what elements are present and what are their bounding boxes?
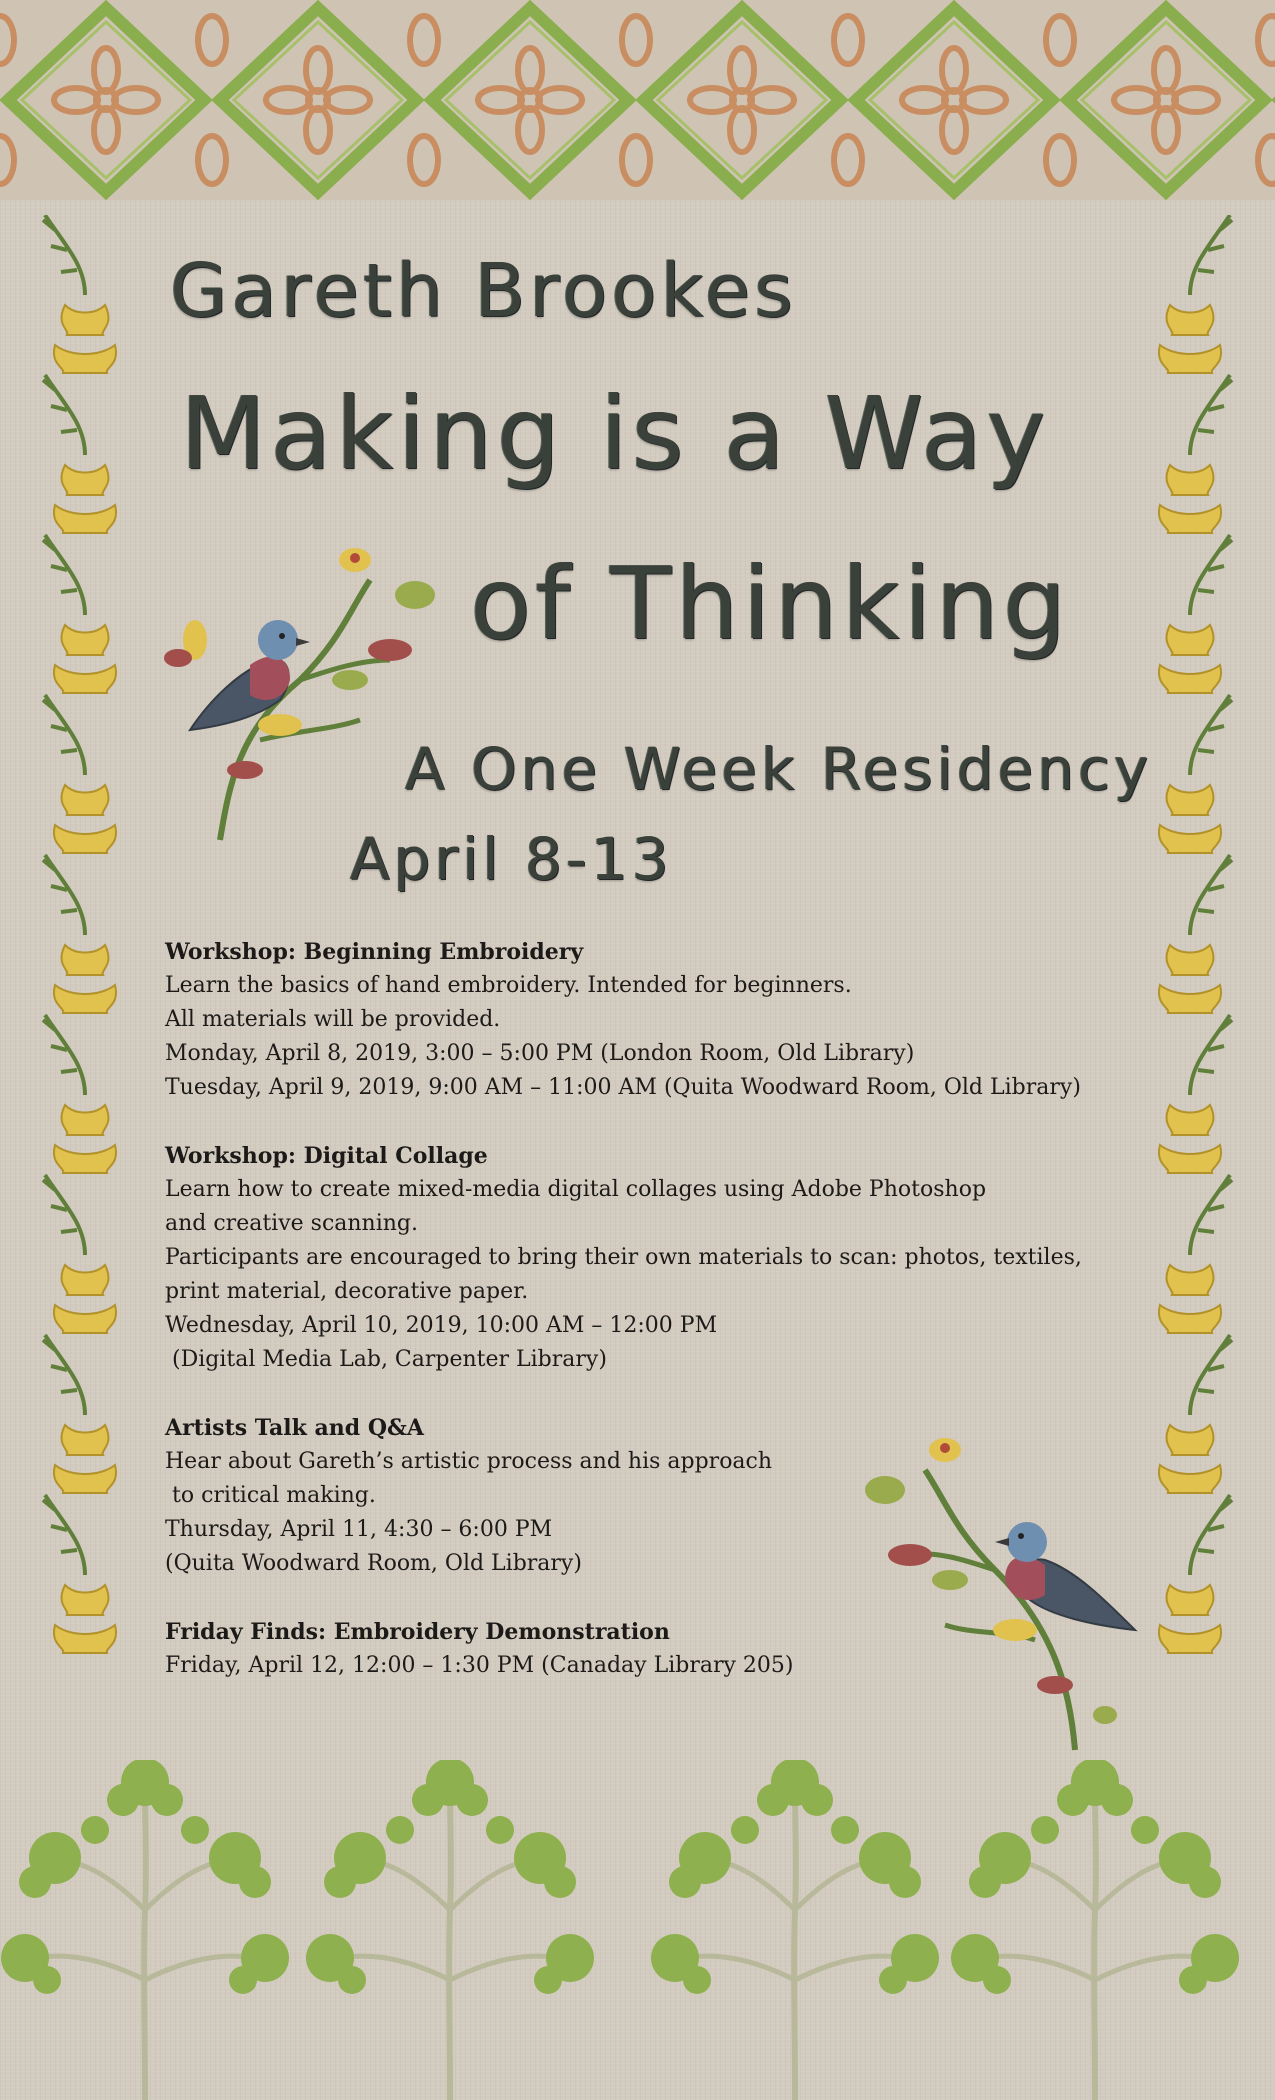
event-beginning-embroidery	[165, 935, 1145, 1105]
event-line: Learn the basics of hand embroidery. Intended for beginners.	[165, 973, 852, 998]
event-title: Friday Finds: Embroidery Demonstration	[165, 1619, 670, 1645]
event-digital-collage	[165, 1139, 1145, 1377]
artist-name: Gareth Brookes	[170, 248, 797, 334]
event-line: Hear about Gareth’s artistic process and his approach	[165, 1449, 773, 1474]
title-line-1: Making is a Way	[180, 375, 1050, 492]
embroidered-trees-border	[0, 1760, 1275, 2100]
event-line: Wednesday, April 10, 2019, 10:00 AM – 12:00 PM	[165, 1313, 718, 1338]
left-vine-border	[20, 215, 130, 1695]
top-embroidered-border	[0, 0, 1275, 200]
events-list	[165, 935, 1145, 1717]
residency-subtitle: A One Week Residency	[405, 735, 1153, 803]
event-artists-talk	[165, 1411, 1145, 1581]
event-line: All materials will be provided.	[165, 1007, 501, 1032]
event-friday-finds	[165, 1615, 1145, 1683]
event-line: Friday, April 12, 12:00 – 1:30 PM (Canaday Library 205)	[165, 1653, 794, 1678]
title-line-2: of Thinking	[470, 545, 1071, 662]
event-line: (Digital Media Lab, Carpenter Library)	[165, 1347, 607, 1372]
event-line: Learn how to create mixed-media digital collages using Adobe Photoshop	[165, 1177, 987, 1202]
right-vine-border	[1145, 215, 1255, 1695]
event-line: print material, decorative paper.	[165, 1279, 529, 1304]
event-line: Participants are encouraged to bring their own materials to scan: photos, textiles,	[165, 1245, 1082, 1270]
event-line: to critical making.	[165, 1483, 376, 1508]
event-line: Thursday, April 11, 4:30 – 6:00 PM	[165, 1517, 553, 1542]
event-title: Workshop: Digital Collage	[165, 1143, 488, 1169]
event-title: Workshop: Beginning Embroidery	[165, 939, 584, 965]
event-line: and creative scanning.	[165, 1211, 418, 1236]
event-line: Tuesday, April 9, 2019, 9:00 AM – 11:00 AM (Quita Woodward Room, Old Library)	[165, 1075, 1081, 1100]
event-title: Artists Talk and Q&A	[165, 1415, 424, 1441]
event-line: (Quita Woodward Room, Old Library)	[165, 1551, 582, 1576]
residency-dates: April 8-13	[350, 825, 673, 893]
event-line: Monday, April 8, 2019, 3:00 – 5:00 PM (London Room, Old Library)	[165, 1041, 915, 1066]
